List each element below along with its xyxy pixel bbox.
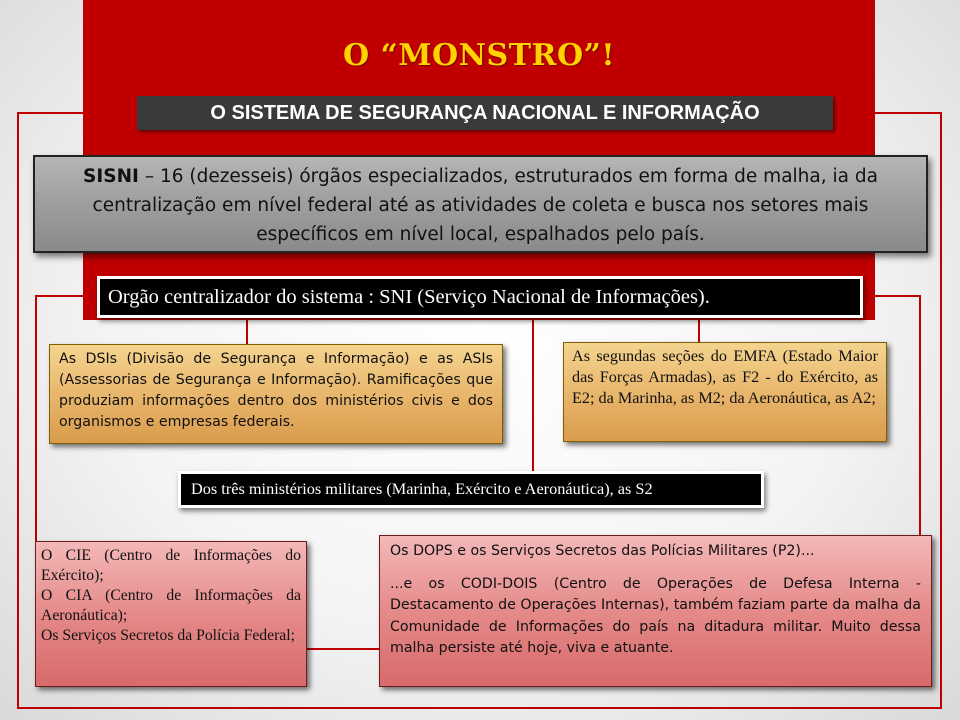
cie-line: O CIE (Centro de Informações do Exército);: [41, 547, 301, 584]
military-ministries-s2-box: Dos três ministérios militares (Marinha, Exército e Aeronáutica), as S2: [178, 471, 764, 508]
emfa-box: As segundas seções do EMFA (Estado Maior das Forças Armadas), as F2 - do Exército, as E2; da Marinha, as M2; da Aeronáutica, as A2;: [563, 342, 887, 442]
sni-central-box: Orgão centralizador do sistema : SNI (Serviço Nacional de Informações).: [97, 276, 863, 318]
sisni-text: – 16 (dezesseis) órgãos especializados, estruturados em forma de malha, ia da centralização em nível federal até as atividades de coleta e busca nos setores mais específicos em nível local, espalhados pelo país.: [92, 166, 878, 245]
dops-codi-box: [379, 535, 932, 687]
dsi-asi-box: As DSIs (Divisão de Segurança e Informação) e as ASIs (Assessorias de Segurança e Informação). Ramificações que produziam informações dentro dos ministérios civis e dos organismos e empresas federais.: [49, 344, 503, 444]
cia-line: O CIA (Centro de Informações da Aeronáutica);: [41, 587, 301, 624]
sisni-label: SISNI: [83, 166, 139, 187]
page-title: O “MONSTRO”!: [342, 38, 616, 73]
sisni-description-box: [33, 155, 928, 253]
codi-doi-paragraph: ...e os CODI-DOIS (Centro de Operações de Defesa Interna - Destacamento de Operações Internas), também faziam parte da malha da Comunidade de Informações do país na ditadura militar. Muito dessa malha persiste até hoje, viva e atuante.: [390, 575, 921, 656]
cie-cia-box: [35, 541, 307, 687]
federal-police-line: Os Serviços Secretos da Polícia Federal;: [41, 627, 295, 644]
page-subtitle: O SISTEMA DE SEGURANÇA NACIONAL E INFORMAÇÃO: [137, 96, 833, 130]
dops-paragraph: Os DOPS e os Serviços Secretos das Polícias Militares (P2)...: [390, 543, 815, 559]
